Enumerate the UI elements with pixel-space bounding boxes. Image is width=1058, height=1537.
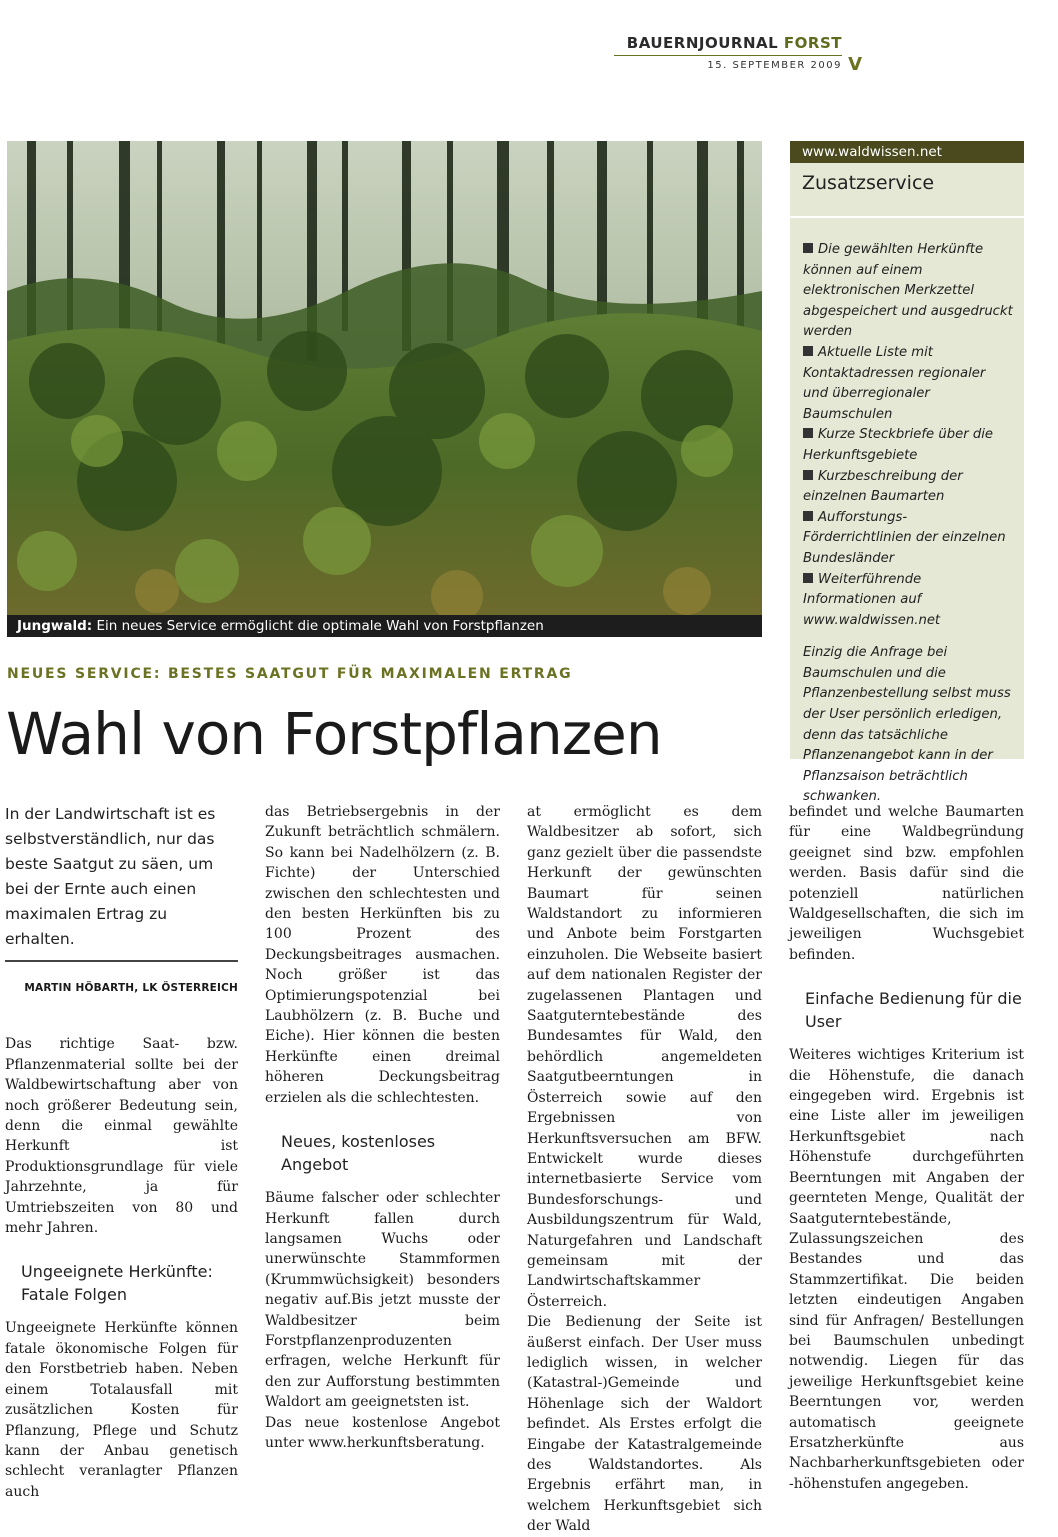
caption-text: Ein neues Service ermöglicht die optimale Wahl von Forstpflanzen [92, 618, 544, 634]
sidebar-list [790, 240, 1024, 631]
sidebar-box [790, 141, 1024, 805]
paragraph: Ungeeignete Herkünfte können fatale ökonomische Folgen für den Forstbetrieb haben. Neben einem Totalausfall mit zusätzlichen Kosten für Pflanzung, Pflege und Schutz kann der Anbau genetisch schlecht veranlagter Pflanzen auch [5, 1320, 238, 1500]
article-column-3 [527, 802, 762, 1537]
square-bullet-icon [803, 428, 813, 438]
paragraph: das Betriebsergebnis in der Zukunft beträchtlich schmälern. So kann bei Nadelhölzern (z. B. Fichte) der Unterschied zwischen den schlechtesten und den besten Herkünften bis zu 100 Prozent des Deckungsbeitrages ausmachen. Noch größer ist das Optimierungspotenzial bei Laubhölzern (z. B. Buche und Eiche). Hier können die besten Herkünfte einen dreimal höheren Deckungsbeitrag erzielen als die schlechtesten. [265, 804, 500, 1106]
masthead-rule [614, 55, 842, 56]
square-bullet-icon [803, 573, 813, 583]
paragraph: Das richtige Saat- bzw. Pflanzenmaterial sollte bei der Waldbewirtschaftung aber von noch größerer Bedeutung sein, denn die einmal gewählte Herkunft ist Produktionsgrundlage für viele Jahrzehnte, ja für Umtriebszeiten von 80 und mehr Jahren. [5, 1036, 238, 1237]
article-lead: In der Landwirtschaft ist es selbstverständlich, nur das beste Saatgut zu säen, um bei der Ernte auch einen maximalen Ertrag zu erhalten. [5, 802, 238, 962]
kicker: NEUES SERVICE: BESTES SAATGUT FÜR MAXIMALEN ERTRAG [7, 666, 573, 682]
forest-photo-icon [7, 141, 762, 615]
article-column-1 [5, 802, 238, 1502]
subheading: Ungeeignete Herkünfte: Fatale Folgen [21, 1262, 213, 1305]
list-item: Aufforstungs-Förderrichtlinien der einzelnen Bundesländer [803, 509, 1006, 566]
paragraph: Das neue kostenlose Angebot unter www.herkunftsberatung. [265, 1414, 500, 1451]
square-bullet-icon [803, 511, 813, 521]
photo-caption [7, 615, 762, 637]
forest-photo [7, 141, 762, 615]
page-number: V [848, 54, 862, 75]
paragraph: at ermöglicht es dem Waldbesitzer ab sofort, sich ganz gezielt über die passendste Herkunft der gewünschten Baumart für seinen Waldstandort zu informieren und Anbote beim Forstgarten einzuholen. Die Webseite basiert auf dem nationalen Register der zugelassenen Plantagen und Saatguterntebestände des Bundesamtes für Wald, den behördlich angemeldeten Saatgutbeerntungen in Österreich sowie auf den Ergebnissen von Herkunftsversuchen am BFW. Entwickelt wurde dieses internetbasierte Service vom Bundesforschungs- und Ausbildungszentrum für Wald, Naturgefahren und Landschaft gemeinsam mit der Landwirtschaftskammer Österreich. [527, 804, 762, 1310]
headline: Wahl von Forstpflanzen [6, 700, 662, 768]
square-bullet-icon [803, 470, 813, 480]
sidebar-title: Zusatzservice [790, 163, 1024, 218]
list-item: Die gewählten Herkünfte können auf einem elektronischen Merkzettel abgespeichert und ausgedruckt werden [803, 242, 1013, 340]
list-item: Kurzbeschreibung der einzelnen Baumarten [803, 468, 963, 505]
subheading: Einfache Bedienung für die User [805, 989, 1022, 1032]
publication-name: BAUERNJOURNAL FORST [626, 34, 842, 52]
paragraph: Bäume falscher oder schlechter Herkunft fallen durch langsamen Wuchs oder unerwünschte Stammformen (Krummwüchsigkeit) besonders negativ auf.Bis jetzt musste der Waldbesitzer beim Forstpflanzenproduzenten erfragen, welche Herkunft für den zur Aufforstung bestimmten Waldort am geeignetsten ist. [265, 1190, 500, 1411]
subheading: Neues, kostenloses Angebot [281, 1132, 436, 1175]
square-bullet-icon [803, 243, 813, 253]
paragraph: befindet und welche Baumarten für eine Waldbegründung geeignet sind bzw. empfohlen werden. Basis dafür sind die potenziell natürlichen Waldgesellschaften, die sich im jeweiligen Wuchsgebiet befinden. [789, 804, 1024, 963]
masthead [614, 34, 862, 75]
caption-label: Jungwald: [17, 618, 93, 634]
article-column-4 [789, 802, 1024, 1494]
sidebar-url: www.waldwissen.net [790, 141, 1024, 163]
sidebar-note: Einzig die Anfrage bei Baumschulen und die Pflanzenbestellung selbst muss der User persönlich erledigen, denn das tatsächliche Pflanzenangebot kann in der Pflanzsaison beträchtlich schwanken. [803, 645, 1011, 805]
paragraph: Weiteres wichtiges Kriterium ist die Höhenstufe, die danach eingegeben wird. Ergebnis ist eine Liste aller im jeweiligen Herkunftsgebiet nach Höhenstufe durchgeführten Beerntungen mit Angaben der geernteten Menge, Qualität der Saatguterntebestände, Zulassungszeichen des Bestandes und das Stammzertifikat. Die beiden letzten eindeutigen Angaben sind für Anfragen/ Bestellungen bei Baumschulen unbedingt notwendig. Liegen für das jeweilige Herkunftsgebiet keine Beerntungen vor, werden automatisch geeignete Ersatzherkünfte aus Nachbarherkunftsgebieten oder -höhenstufen angegeben. [789, 1047, 1024, 1492]
article-author: MARTIN HÖBARTH, LK ÖSTERREICH [24, 982, 238, 994]
list-item: Aktuelle Liste mit Kontaktadressen regionaler und überregionaler Baumschulen [803, 344, 986, 422]
paragraph: Die Bedienung der Seite ist äußerst einfach. Der User muss lediglich wissen, in welcher (Katastral-)Gemeinde und Höhenlage sich der Waldort befindet. Als Erstes erfolgt die Eingabe der Katastralgemeinde des Waldstandortes. Als Ergebnis erfährt man, in welchem Herkunftsgebiet sich der Wald [527, 1314, 762, 1535]
list-item: Kurze Steckbriefe über die Herkunftsgebiete [803, 427, 993, 463]
article-column-2 [265, 802, 500, 1453]
list-item: Weiterführende Informationen auf www.waldwissen.net [803, 571, 941, 628]
issue-date: 15. SEPTEMBER 2009 [707, 60, 842, 71]
section-name: FORST [783, 34, 842, 52]
square-bullet-icon [803, 346, 813, 356]
